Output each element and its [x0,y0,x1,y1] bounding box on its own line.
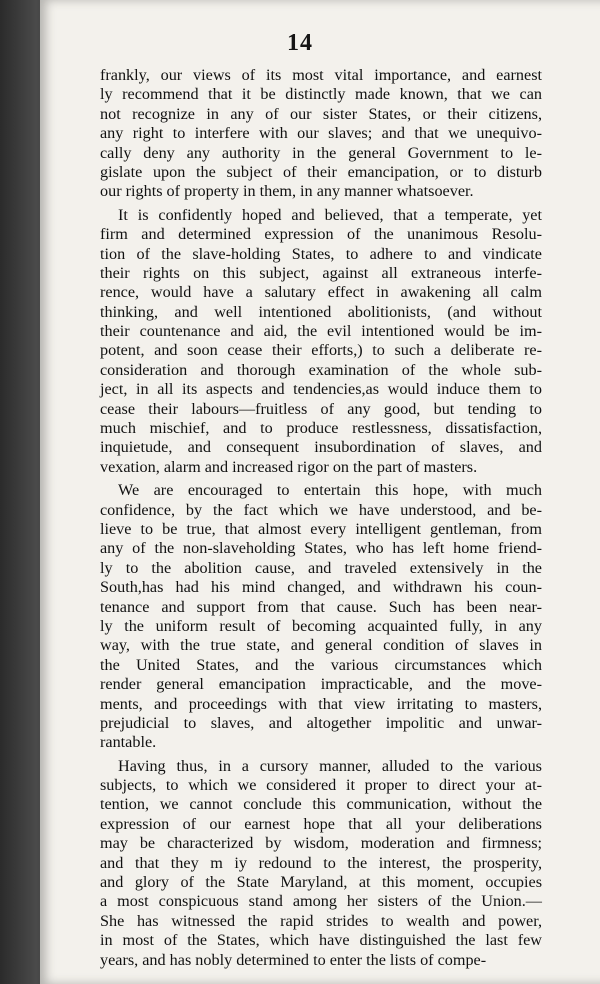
text-line: and glory of the State Maryland, at this moment, occupies [100,873,542,892]
text-line: tenance and support from that cause. Such has been near- [100,597,542,616]
text-line: cally deny any authority in the general Government to le- [100,143,542,162]
text-line: in most of the States, which have distinguished the last few [100,931,542,950]
text-line: thinking, and well intentioned abolitionists, (and without [100,302,542,321]
text-line: firm and determined expression of the unanimous Resolu- [100,225,542,244]
text-line: their rights on this subject, against all extraneous interfe- [100,263,542,282]
text-line: years, and has nobly determined to enter the lists of compe- [100,950,487,969]
text-line: and that they m iy redound to the interest, the prosperity, [100,853,542,872]
text-line: frankly, our views of its most vital importance, and earnest [100,66,542,84]
text-line: potent, and soon cease their efforts,) to such a deliberate re- [100,341,542,360]
text-line: rence, would have a salutary effect in awakening all calm [100,283,542,302]
text-line: subjects, to which we considered it proper to direct your at- [100,776,542,795]
text-line: their countenance and aid, the evil intentioned would be im- [100,322,542,341]
page-text [100,66,542,974]
text-line: may be characterized by wisdom, moderation and firmness; [100,834,542,853]
text-line: We are encouraged to entertain this hope, with much [118,481,542,500]
text-line: She has witnessed the rapid strides to wealth and power, [100,911,542,930]
paragraph [100,206,542,477]
paragraph [100,757,542,970]
text-line: way, with the true state, and general condition of slaves in [100,636,542,655]
text-line: ly the uniform result of becoming acquainted fully, in any [100,616,542,635]
text-line: lieve to be true, that almost every intelligent gentleman, from [100,519,542,538]
text-line: gislate upon the subject of their emancipation, or to disturb [100,162,542,181]
text-line: any right to interfere with our slaves; and that we unequivo- [100,124,542,143]
text-line: tion of the slave-holding States, to adhere to and vindicate [100,244,542,263]
text-line: South,has had his mind changed, and withdrawn his coun- [100,578,542,597]
paragraph [100,481,542,752]
text-line: rantable. [100,733,157,752]
text-line: It is confidently hoped and believed, that a temperate, yet [118,205,542,224]
text-line: a most conspicuous stand among her sisters of the Union.— [100,892,542,911]
text-line: confidence, by the fact which we have understood, and be- [100,500,542,519]
text-line: inquietude, and consequent insubordination of slaves, and [100,438,542,457]
paragraph [100,66,542,202]
text-line: expression of our earnest hope that all your deliberations [100,814,542,833]
text-line: our rights of property in them, in any manner whatsoever. [100,182,474,201]
text-line: consideration and thorough examination of the whole sub- [100,360,542,379]
text-line: ly recommend that it be distinctly made known, that we can [100,85,542,104]
text-line: prejudicial to slaves, and altogether impolitic and unwar- [100,713,542,732]
text-line: tention, we cannot conclude this communication, without the [100,795,542,814]
text-line: vexation, alarm and increased rigor on the part of masters. [100,457,478,476]
text-line: any of the non-slaveholding States, who has left home friend- [100,539,542,558]
text-line: ject, in all its aspects and tendencies,as would induce them to [100,380,542,399]
text-line: cease their labours—fruitless of any good, but tending to [100,399,542,418]
text-line: render general emancipation impracticable, and the move- [100,675,542,694]
text-line: the United States, and the various circumstances which [100,655,542,674]
text-line: much mischief, and to produce restlessness, dissatisfaction, [100,419,542,438]
text-line: ments, and proceedings with that view irritating to masters, [100,694,542,713]
text-line: Having thus, in a cursory manner, alluded to the various [118,756,542,775]
page-number: 14 [287,30,313,56]
text-line: ly to the abolition cause, and traveled extensively in the [100,558,542,577]
text-line: not recognize in any of our sister States, or their citizens, [100,104,542,123]
